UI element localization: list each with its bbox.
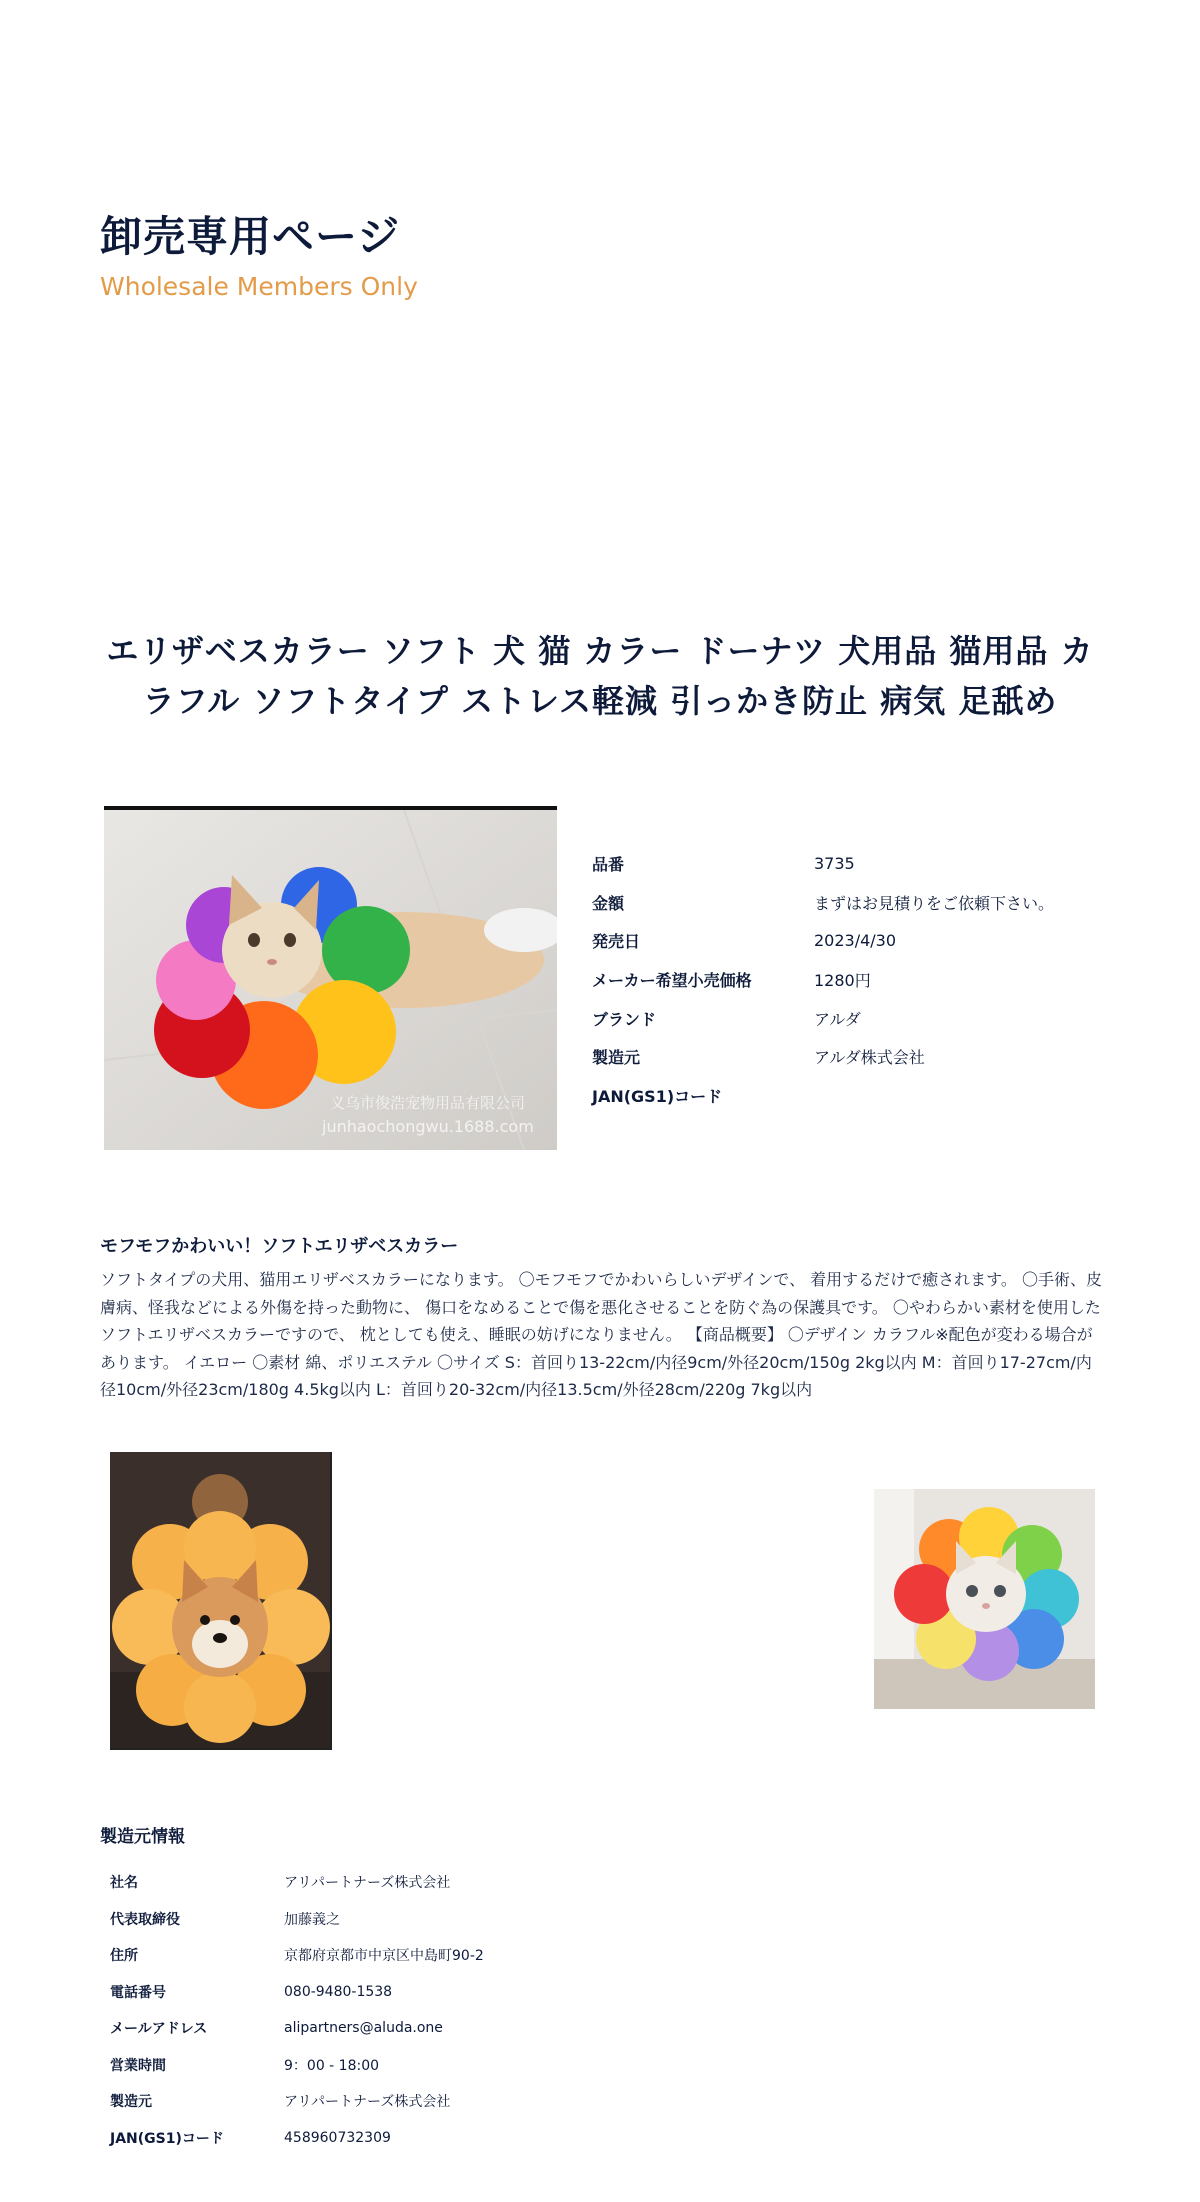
hero-section — [100, 210, 418, 304]
maker-row-jan-code — [110, 2120, 810, 2157]
maker-value: 加藤義之 — [284, 1911, 340, 1928]
maker-label: JAN(GS1)コード — [110, 2130, 224, 2147]
white-cat-rainbow-collar-photo-icon — [874, 1489, 1095, 1709]
spec-label: 発売日 — [592, 932, 641, 952]
maker-value: 458960732309 — [284, 2129, 391, 2146]
spec-label: JAN(GS1)コード — [592, 1086, 723, 1106]
maker-label: 営業時間 — [110, 2057, 166, 2074]
gallery-image-cat[interactable] — [874, 1489, 1095, 1709]
page-title: 卸売専用ページ — [100, 212, 401, 261]
spec-label: 製造元 — [592, 1048, 641, 1068]
spec-label: ブランド — [592, 1009, 657, 1029]
spec-label: 品番 — [592, 854, 625, 874]
shiba-dog-yellow-collar-photo-icon — [110, 1452, 332, 1750]
product-title: エリザベスカラー ソフト 犬 猫 カラー ドーナツ 犬用品 猫用品 カラフル ソフトタイプ ストレス軽減 引っかき防止 病気 足舐め — [106, 632, 1094, 720]
maker-row-hours — [110, 2047, 810, 2084]
spec-row-price — [592, 883, 1112, 922]
gallery-image-dog[interactable] — [110, 1452, 332, 1750]
cat-flower-collar-photo-icon — [104, 810, 557, 1150]
spec-value: 1280円 — [814, 970, 871, 990]
spec-row-item-number — [592, 844, 1112, 883]
maker-row-manufacturer — [110, 2083, 810, 2120]
maker-label: 住所 — [110, 1948, 138, 1965]
page-subtitle: Wholesale Members Only — [100, 272, 418, 301]
maker-value: アリパートナーズ株式会社 — [284, 1875, 451, 1892]
maker-row-address — [110, 1937, 810, 1974]
spec-row-manufacturer — [592, 1037, 1112, 1076]
maker-row-email — [110, 2010, 810, 2047]
maker-value: アリパートナーズ株式会社 — [284, 2094, 451, 2111]
spec-row-release-date — [592, 921, 1112, 960]
spec-label: 金額 — [592, 893, 625, 913]
spec-row-jan-code — [592, 1076, 1112, 1115]
spec-row-brand — [592, 999, 1112, 1038]
maker-label: 代表取締役 — [110, 1911, 180, 1928]
spec-label: メーカー希望小売価格 — [592, 970, 752, 990]
maker-value: alipartners@aluda.one — [284, 2020, 443, 2037]
maker-label: メールアドレス — [110, 2021, 208, 2038]
description-heading: モフモフかわいい！ソフトエリザベスカラー — [100, 1236, 459, 1257]
spec-row-retail-price — [592, 960, 1112, 999]
main-product-image[interactable] — [104, 806, 557, 1150]
spec-value: 3735 — [814, 853, 855, 873]
watermark-line1: 义乌市俊浩宠物用品有限公司 — [330, 1094, 526, 1112]
maker-row-ceo — [110, 1901, 810, 1938]
maker-value: 9：00 - 18:00 — [284, 2057, 380, 2074]
watermark-line2: junhaochongwu.1688.com — [322, 1117, 534, 1136]
maker-row-company — [110, 1864, 810, 1901]
spec-value: アルダ株式会社 — [814, 1048, 925, 1068]
maker-label: 社名 — [110, 1875, 138, 1892]
product-spec-table — [592, 844, 1112, 1115]
maker-info-heading: 製造元情報 — [100, 1827, 185, 1847]
maker-label: 電話番号 — [110, 1984, 166, 2001]
spec-value: まずはお見積りをご依頼下さい。 — [814, 893, 1055, 913]
maker-value: 京都府京都市中京区中島町90-2 — [284, 1948, 484, 1965]
spec-value: アルダ — [814, 1009, 861, 1029]
description-body: ソフトタイプの犬用、猫用エリザベスカラーになります。 〇モフモフでかわいらしいデザインで、 着用するだけで癒されます。 〇手術、皮膚病、怪我などによる外傷を持った動物に、 傷口をなめることで傷を悪化させることを防ぐ為の保護具です。 〇やわらかい素材を使用したソフトエリザベスカラーですので、 枕としても使え、睡眠の妨げになりません。 【商品概要】 〇デザイン カラフル※配色が変わる場合があります。 イエロー 〇素材 綿、ポリエステル 〇サイズ S：首回り13-22cm/内径9cm/外径20cm/150g 2kg以内 M：首回り17-27cm/内径10cm/外径23cm/180g 4.5kg以内 L：首回り20-32cm/内径13.5cm/外径28cm/220g 7kg以内 — [100, 1270, 1102, 1399]
maker-value: 080-9480-1538 — [284, 1983, 393, 2000]
maker-label: 製造元 — [110, 2094, 152, 2111]
maker-row-phone — [110, 1974, 810, 2011]
spec-value: 2023/4/30 — [814, 931, 897, 951]
maker-info-table — [110, 1864, 810, 2156]
